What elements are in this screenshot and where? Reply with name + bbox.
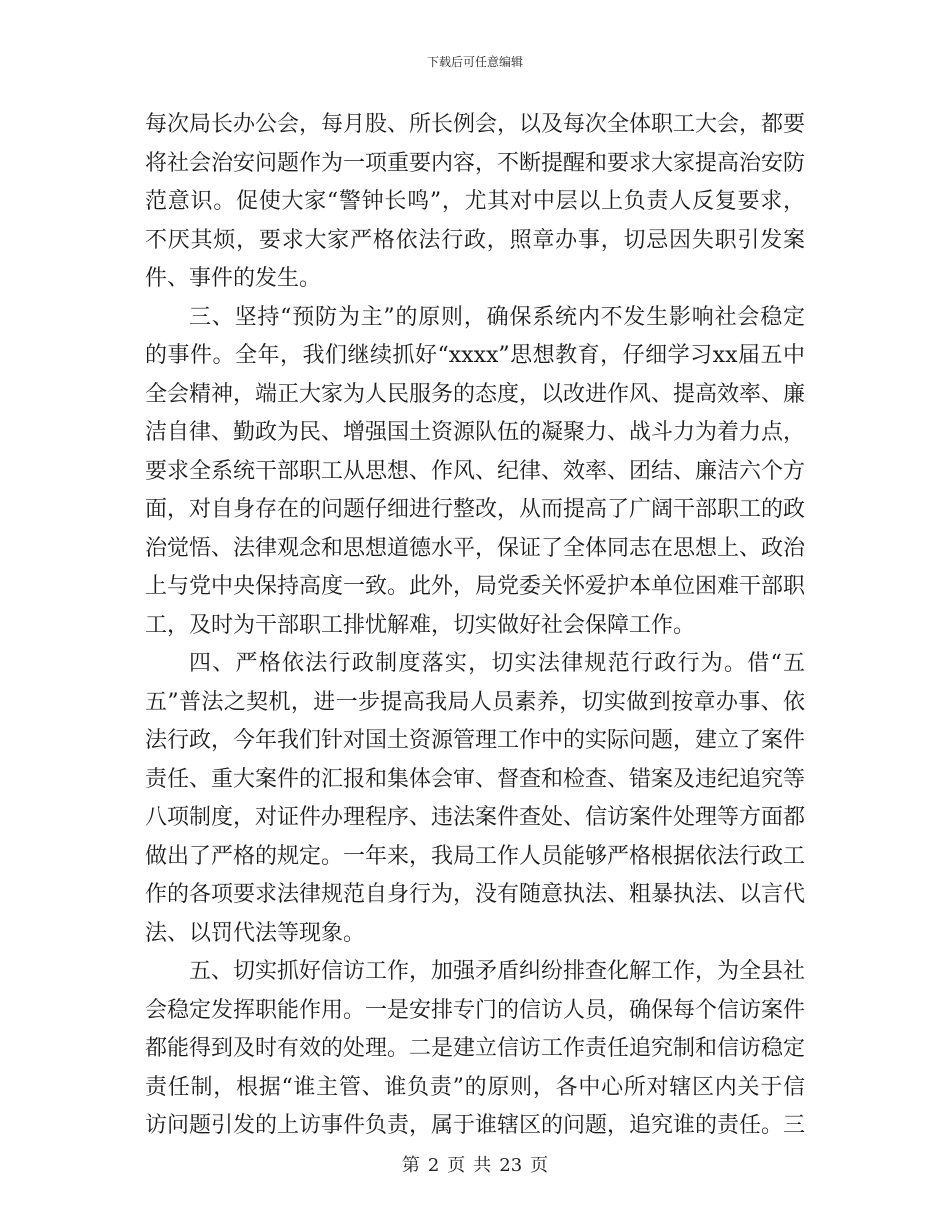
paragraph-1: 每次局长办公会，每月股、所长例会，以及每次全体职工大会，都要将社会治安问题作为一项重要内容，不断提醒和要求大家提高治安防范意识。促使大家“警钟长鸣”，尤其对中层以上负责人反复要求，不厌其烦，要求大家严格依法行政，照章办事，切忌因失职引发案件、事件的发生。 <box>145 112 806 291</box>
footer-label-di: 第 <box>401 1155 420 1176</box>
footer-label-ye: 页 <box>447 1155 466 1176</box>
header-note: 下载后可任意编辑 <box>426 55 523 69</box>
footer-label-ye-2: 页 <box>530 1155 549 1176</box>
paragraph-3: 四、严格依法行政制度落实，切实法律规范行政行为。借“五五”普法之契机，进一步提高我局人员素养，切实做到按章办事、依法行政，今年我们针对国土资源管理工作中的实际问题，建立了案件责任、重大案件的汇报和集体会审、督查和检查、错案及违纪追究等八项制度，对证件办理程序、违法案件查处、信访案件处理等方面都做出了严格的规定。一年来，我局工作人员能够严格根据依法行政工作的各项要求法律规范自身行为，没有随意执法、粗暴执法、以言代法、以罚代法等现象。 <box>145 651 806 946</box>
footer-label-gong: 共 <box>473 1155 492 1176</box>
footer-page-total: 23 <box>499 1155 523 1176</box>
paragraph-4: 五、切实抓好信访工作，加强矛盾纠纷排查化解工作，为全县社会稳定发挥职能作用。一是安排专门的信访人员，确保每个信访案件都能得到及时有效的处理。二是建立信访工作责任追究制和信访稳定责任制，根据“谁主管、谁负责”的原则，各中心所对辖区内关于信访问题引发的上访事件负责，属于谁辖区的问题，追究谁的责任。三 <box>145 959 806 1138</box>
document-body <box>145 106 805 1146</box>
footer-page-current: 2 <box>427 1155 440 1176</box>
page-footer <box>0 1154 950 1178</box>
paragraph-2: 三、坚持“预防为主”的原则，确保系统内不发生影响社会稳定的事件。全年，我们继续抓好“xxxx”思想教育，仔细学习xx届五中全会精神，端正大家为人民服务的态度，以改进作风、提高效率、廉洁自律、勤政为民、增强国土资源队伍的凝聚力、战斗力为着力点，要求全系统干部职工从思想、作风、纪律、效率、团结、廉洁六个方面，对自身存在的问题仔细进行整改，从而提高了广阔干部职工的政治觉悟、法律观念和思想道德水平，保证了全体同志在思想上、政治上与党中央保持高度一致。此外，局党委关怀爱护本单位困难干部职工，及时为干部职工排忧解难，切实做好社会保障工作。 <box>145 304 806 638</box>
